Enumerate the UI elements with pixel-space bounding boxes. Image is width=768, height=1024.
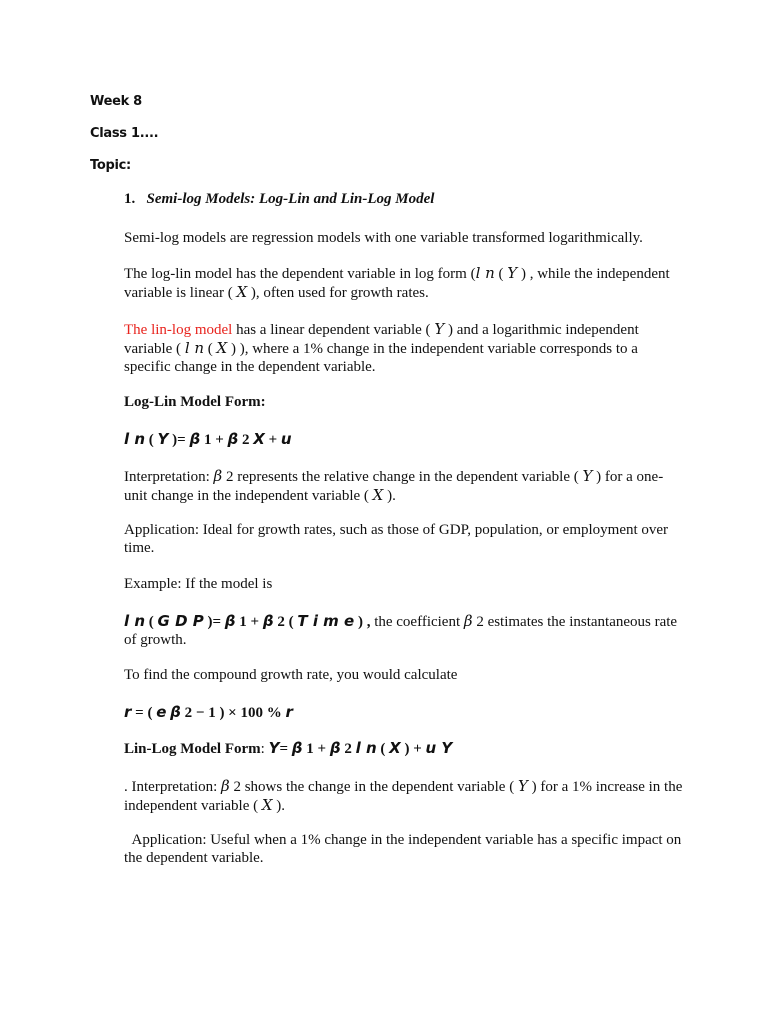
application-linlog: Application: Useful when a 1% change in the independent variable has a specific impact on the dependent variable. — [124, 832, 686, 866]
section-title: Semi-log Models: Log-Lin and Lin-Log Model — [146, 191, 435, 207]
linlog-highlight: The lin-log model — [124, 322, 233, 338]
section-number: 1. — [124, 191, 136, 207]
loglin-description: The log-lin model has the dependent variable in log form (l n ( Y ) , while the independent variable is linear ( X ), often used for growth rates. — [124, 264, 670, 301]
class-label: Class 1.... — [90, 126, 159, 141]
compound-equation: r = ( e β 2 − 1 ) × 100 % r — [124, 703, 293, 721]
interpretation-linlog: . Interpretation: β 2 shows the change in the dependent variable ( Y ) for a 1% increase in the independent variable ( X ). — [124, 777, 683, 814]
topic-label: Topic: — [90, 158, 131, 173]
section-heading — [124, 190, 684, 208]
intro-paragraph: Semi-log models are regression models with one variable transformed logarithmically. — [124, 230, 643, 246]
interpretation-loglin: Interpretation: β 2 represents the relative change in the dependent variable ( Y ) for a one-unit change in the independent variable ( X ). — [124, 467, 664, 504]
week-label: Week 8 — [90, 94, 142, 109]
loglin-form-heading: Log-Lin Model Form: — [124, 394, 266, 410]
linlog-form: Lin-Log Model Form: Y= β 1 + β 2 l n ( X ) + u Y — [124, 739, 453, 757]
compound-intro: To find the compound growth rate, you would calculate — [124, 667, 458, 683]
loglin-equation: l n ( Y )= β 1 + β 2 X + u — [124, 430, 292, 448]
application-loglin: Application: Ideal for growth rates, such as those of GDP, population, or employment over time. — [124, 522, 669, 556]
linlog-description: The lin-log model has a linear dependent variable ( Y ) and a logarithmic independent variable ( l n ( X ) ), where a 1% change in the independent variable corresponds to a specific change in the dependent variable. — [124, 320, 639, 375]
example-intro: Example: If the model is — [124, 576, 273, 592]
example-equation: l n ( G D P )= β 1 + β 2 ( T i m e ) , the coefficient β 2 estimates the instantaneous rate of growth. — [124, 612, 678, 648]
